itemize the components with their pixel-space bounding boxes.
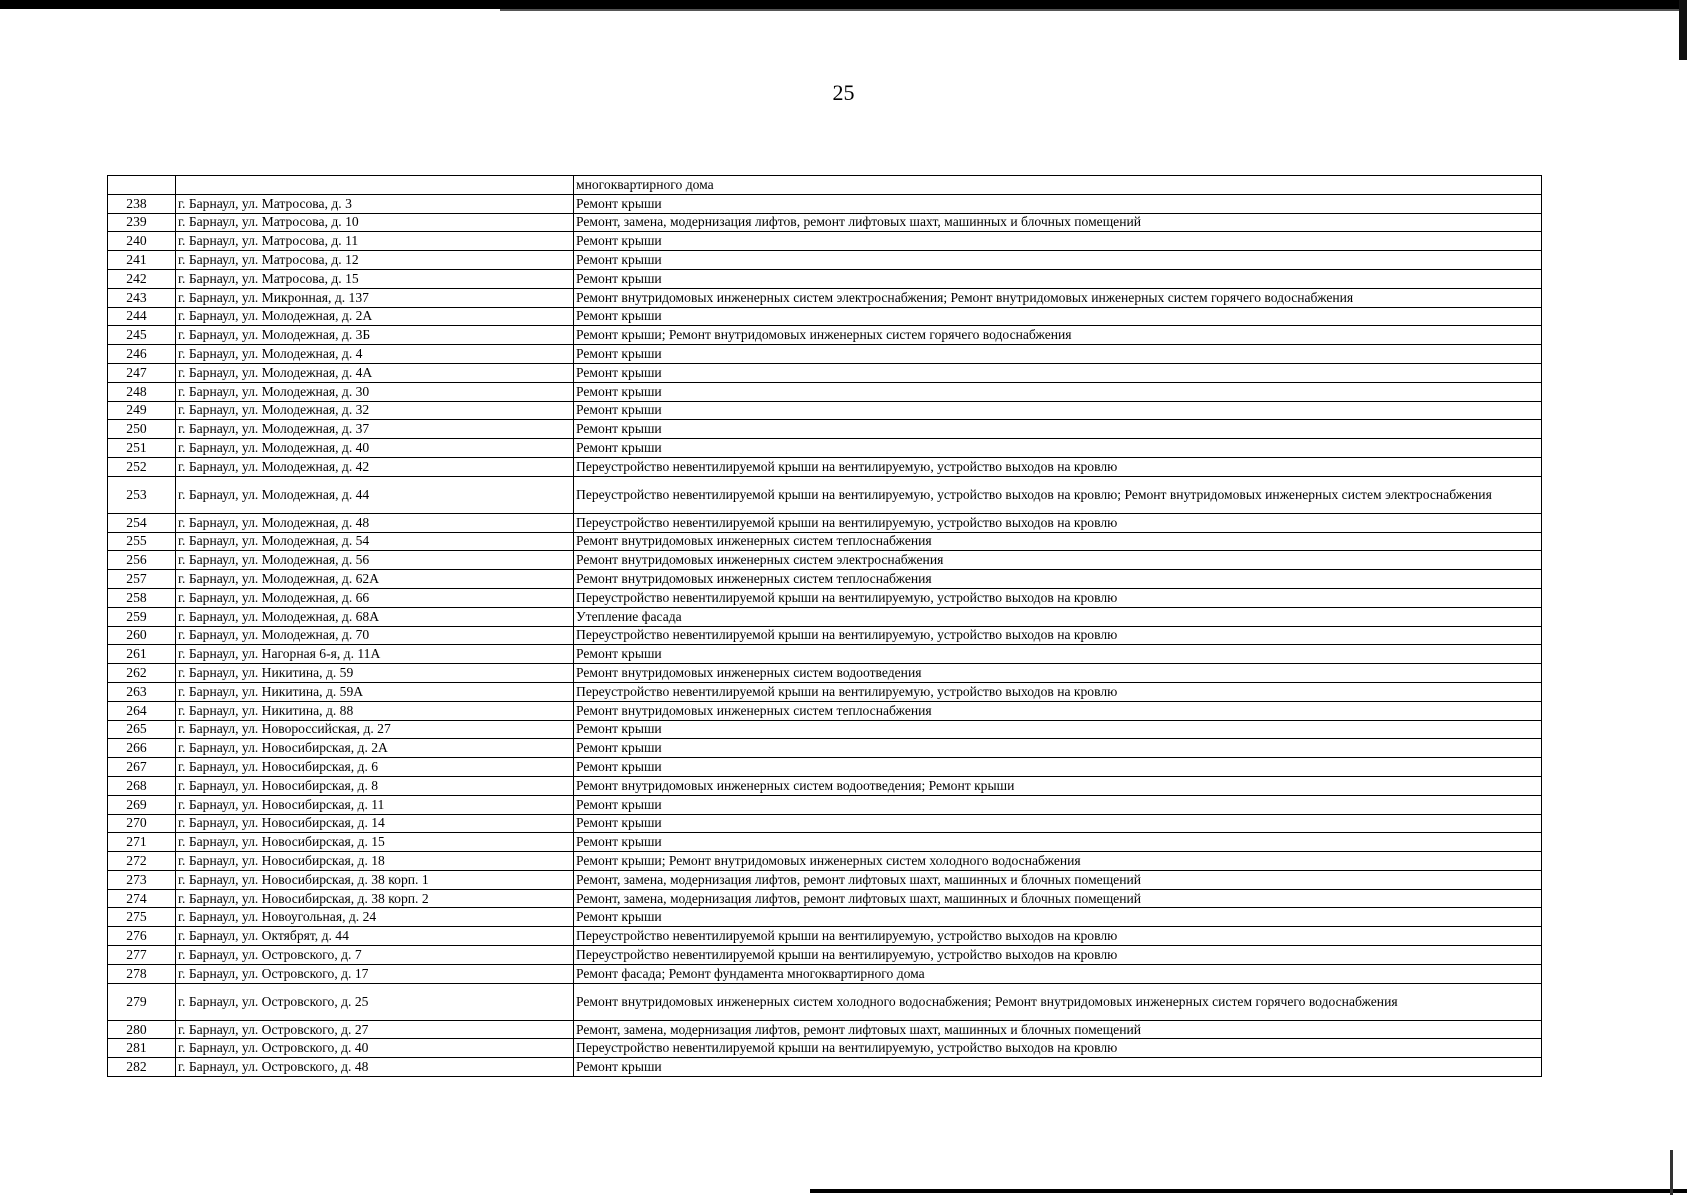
row-number-cell: 279 xyxy=(108,983,176,1020)
table-row-continuation xyxy=(108,176,1542,195)
address-cell: г. Барнаул, ул. Матросова, д. 3 xyxy=(176,194,574,213)
row-number-cell: 272 xyxy=(108,852,176,871)
row-number-cell: 274 xyxy=(108,889,176,908)
row-number-cell: 245 xyxy=(108,326,176,345)
row-number-cell: 268 xyxy=(108,776,176,795)
work-type-cell: Ремонт крыши xyxy=(574,739,1542,758)
table-row xyxy=(108,363,1542,382)
address-cell: г. Барнаул, ул. Молодежная, д. 62А xyxy=(176,570,574,589)
address-cell: г. Барнаул, ул. Молодежная, д. 66 xyxy=(176,588,574,607)
row-number-cell: 239 xyxy=(108,213,176,232)
row-number-cell: 281 xyxy=(108,1039,176,1058)
address-cell: г. Барнаул, ул. Матросова, д. 12 xyxy=(176,251,574,270)
work-type-cell: Ремонт внутридомовых инженерных систем водоотведения; Ремонт крыши xyxy=(574,776,1542,795)
row-number-cell: 241 xyxy=(108,251,176,270)
work-type-cell: Переустройство невентилируемой крыши на вентилируемую, устройство выходов на кровлю xyxy=(574,682,1542,701)
row-number-cell: 254 xyxy=(108,513,176,532)
row-number-cell: 261 xyxy=(108,645,176,664)
row-number-cell: 270 xyxy=(108,814,176,833)
row-number-cell: 278 xyxy=(108,964,176,983)
address-cell: г. Барнаул, ул. Островского, д. 17 xyxy=(176,964,574,983)
work-type-cell: Переустройство невентилируемой крыши на вентилируемую, устройство выходов на кровлю xyxy=(574,457,1542,476)
table-row xyxy=(108,288,1542,307)
row-number-cell: 273 xyxy=(108,870,176,889)
work-type-cell: Ремонт крыши xyxy=(574,194,1542,213)
work-type-cell: Ремонт крыши xyxy=(574,795,1542,814)
address-cell: г. Барнаул, ул. Октябрят, д. 44 xyxy=(176,927,574,946)
address-cell: г. Барнаул, ул. Молодежная, д. 56 xyxy=(176,551,574,570)
address-cell: г. Барнаул, ул. Никитина, д. 88 xyxy=(176,701,574,720)
row-number-cell: 244 xyxy=(108,307,176,326)
address-cell: г. Барнаул, ул. Матросова, д. 10 xyxy=(176,213,574,232)
address-cell: г. Барнаул, ул. Молодежная, д. 48 xyxy=(176,513,574,532)
address-cell: г. Барнаул, ул. Островского, д. 48 xyxy=(176,1058,574,1077)
work-type-cell: Переустройство невентилируемой крыши на вентилируемую, устройство выходов на кровлю xyxy=(574,946,1542,965)
address-cell: г. Барнаул, ул. Новосибирская, д. 18 xyxy=(176,852,574,871)
row-number-cell: 251 xyxy=(108,439,176,458)
address-cell: г. Барнаул, ул. Молодежная, д. 68А xyxy=(176,607,574,626)
work-type-cell: Ремонт внутридомовых инженерных систем теплоснабжения xyxy=(574,701,1542,720)
scan-border-top xyxy=(0,0,1687,9)
table-row xyxy=(108,1058,1542,1077)
table-row xyxy=(108,776,1542,795)
table-row xyxy=(108,626,1542,645)
table-row xyxy=(108,476,1542,513)
work-type-cell: Ремонт крыши xyxy=(574,758,1542,777)
address-cell: г. Барнаул, ул. Молодежная, д. 40 xyxy=(176,439,574,458)
work-type-cell: Ремонт крыши xyxy=(574,232,1542,251)
scan-border-top-shadow xyxy=(500,9,1687,11)
work-type-cell: Ремонт крыши; Ремонт внутридомовых инженерных систем горячего водоснабжения xyxy=(574,326,1542,345)
work-type-cell: Ремонт, замена, модернизация лифтов, ремонт лифтовых шахт, машинных и блочных помещений xyxy=(574,213,1542,232)
address-cell: г. Барнаул, ул. Новосибирская, д. 14 xyxy=(176,814,574,833)
table-row xyxy=(108,682,1542,701)
work-type-cell: Переустройство невентилируемой крыши на вентилируемую, устройство выходов на кровлю xyxy=(574,927,1542,946)
table-row xyxy=(108,420,1542,439)
work-type-cell: Ремонт крыши xyxy=(574,833,1542,852)
row-number-cell: 238 xyxy=(108,194,176,213)
address-cell xyxy=(176,176,574,195)
work-type-cell: Ремонт, замена, модернизация лифтов, ремонт лифтовых шахт, машинных и блочных помещений xyxy=(574,870,1542,889)
work-type-cell: Ремонт внутридомовых инженерных систем теплоснабжения xyxy=(574,570,1542,589)
work-type-cell: Ремонт крыши xyxy=(574,908,1542,927)
works-table xyxy=(107,175,1542,1077)
table-row xyxy=(108,889,1542,908)
work-type-cell: Ремонт внутридомовых инженерных систем электроснабжения; Ремонт внутридомовых инженерных систем горячего водоснабжения xyxy=(574,288,1542,307)
work-type-cell: Ремонт крыши xyxy=(574,401,1542,420)
page-number: 25 xyxy=(832,80,855,105)
row-number-cell: 276 xyxy=(108,927,176,946)
work-type-cell: Ремонт внутридомовых инженерных систем электроснабжения xyxy=(574,551,1542,570)
work-type-cell: Ремонт крыши xyxy=(574,1058,1542,1077)
address-cell: г. Барнаул, ул. Молодежная, д. 70 xyxy=(176,626,574,645)
work-type-cell: Ремонт внутридомовых инженерных систем теплоснабжения xyxy=(574,532,1542,551)
row-number-cell: 240 xyxy=(108,232,176,251)
address-cell: г. Барнаул, ул. Молодежная, д. 32 xyxy=(176,401,574,420)
row-number-cell: 246 xyxy=(108,345,176,364)
row-number-cell: 269 xyxy=(108,795,176,814)
row-number-cell: 253 xyxy=(108,476,176,513)
work-type-cell: Ремонт крыши xyxy=(574,382,1542,401)
table-row xyxy=(108,532,1542,551)
address-cell: г. Барнаул, ул. Матросова, д. 11 xyxy=(176,232,574,251)
address-cell: г. Барнаул, ул. Молодежная, д. 44 xyxy=(176,476,574,513)
table-row xyxy=(108,213,1542,232)
address-cell: г. Барнаул, ул. Новосибирская, д. 8 xyxy=(176,776,574,795)
row-number-cell xyxy=(108,176,176,195)
address-cell: г. Барнаул, ул. Молодежная, д. 4А xyxy=(176,363,574,382)
row-number-cell: 282 xyxy=(108,1058,176,1077)
table-row xyxy=(108,664,1542,683)
row-number-cell: 256 xyxy=(108,551,176,570)
row-number-cell: 264 xyxy=(108,701,176,720)
table-row xyxy=(108,382,1542,401)
table-row xyxy=(108,439,1542,458)
address-cell: г. Барнаул, ул. Островского, д. 40 xyxy=(176,1039,574,1058)
address-cell: г. Барнаул, ул. Молодежная, д. 2А xyxy=(176,307,574,326)
table-row xyxy=(108,645,1542,664)
table-row xyxy=(108,1039,1542,1058)
table-row xyxy=(108,307,1542,326)
work-type-cell: Ремонт внутридомовых инженерных систем холодного водоснабжения; Ремонт внутридомовых инженерных систем горячего водоснабжения xyxy=(574,983,1542,1020)
row-number-cell: 243 xyxy=(108,288,176,307)
table-row xyxy=(108,232,1542,251)
table-row xyxy=(108,607,1542,626)
row-number-cell: 275 xyxy=(108,908,176,927)
address-cell: г. Барнаул, ул. Микронная, д. 137 xyxy=(176,288,574,307)
table-row xyxy=(108,401,1542,420)
work-type-cell: Ремонт, замена, модернизация лифтов, ремонт лифтовых шахт, машинных и блочных помещений xyxy=(574,889,1542,908)
work-type-cell: Ремонт крыши; Ремонт внутридомовых инженерных систем холодного водоснабжения xyxy=(574,852,1542,871)
table-row xyxy=(108,720,1542,739)
work-type-cell: Ремонт крыши xyxy=(574,420,1542,439)
row-number-cell: 255 xyxy=(108,532,176,551)
address-cell: г. Барнаул, ул. Новоугольная, д. 24 xyxy=(176,908,574,927)
work-type-cell: Ремонт фасада; Ремонт фундамента многоквартирного дома xyxy=(574,964,1542,983)
row-number-cell: 250 xyxy=(108,420,176,439)
work-type-cell: Переустройство невентилируемой крыши на вентилируемую, устройство выходов на кровлю xyxy=(574,588,1542,607)
table-row xyxy=(108,701,1542,720)
address-cell: г. Барнаул, ул. Новосибирская, д. 11 xyxy=(176,795,574,814)
work-type-cell: Ремонт внутридомовых инженерных систем водоотведения xyxy=(574,664,1542,683)
table-row xyxy=(108,269,1542,288)
table-row xyxy=(108,194,1542,213)
work-type-cell: Ремонт, замена, модернизация лифтов, ремонт лифтовых шахт, машинных и блочных помещений xyxy=(574,1020,1542,1039)
scan-border-right xyxy=(1679,0,1687,60)
work-type-cell: многоквартирного дома xyxy=(574,176,1542,195)
table-row xyxy=(108,513,1542,532)
row-number-cell: 260 xyxy=(108,626,176,645)
address-cell: г. Барнаул, ул. Новосибирская, д. 15 xyxy=(176,833,574,852)
work-type-cell: Ремонт крыши xyxy=(574,363,1542,382)
address-cell: г. Барнаул, ул. Нагорная 6-я, д. 11А xyxy=(176,645,574,664)
address-cell: г. Барнаул, ул. Новосибирская, д. 6 xyxy=(176,758,574,777)
row-number-cell: 271 xyxy=(108,833,176,852)
address-cell: г. Барнаул, ул. Новосибирская, д. 38 корп. 2 xyxy=(176,889,574,908)
row-number-cell: 266 xyxy=(108,739,176,758)
address-cell: г. Барнаул, ул. Молодежная, д. 4 xyxy=(176,345,574,364)
table-row xyxy=(108,551,1542,570)
work-type-cell: Ремонт крыши xyxy=(574,345,1542,364)
work-type-cell: Ремонт крыши xyxy=(574,307,1542,326)
address-cell: г. Барнаул, ул. Молодежная, д. 37 xyxy=(176,420,574,439)
table-row xyxy=(108,795,1542,814)
work-type-cell: Ремонт крыши xyxy=(574,720,1542,739)
row-number-cell: 259 xyxy=(108,607,176,626)
address-cell: г. Барнаул, ул. Молодежная, д. 3Б xyxy=(176,326,574,345)
address-cell: г. Барнаул, ул. Новосибирская, д. 38 корп. 1 xyxy=(176,870,574,889)
table-row xyxy=(108,739,1542,758)
row-number-cell: 252 xyxy=(108,457,176,476)
row-number-cell: 258 xyxy=(108,588,176,607)
table-row xyxy=(108,946,1542,965)
work-type-cell: Переустройство невентилируемой крыши на вентилируемую, устройство выходов на кровлю xyxy=(574,626,1542,645)
work-type-cell: Переустройство невентилируемой крыши на вентилируемую, устройство выходов на кровлю xyxy=(574,1039,1542,1058)
table-row xyxy=(108,814,1542,833)
table-row xyxy=(108,927,1542,946)
scan-border-bottom-corner xyxy=(1670,1150,1673,1195)
table-row xyxy=(108,983,1542,1020)
row-number-cell: 277 xyxy=(108,946,176,965)
row-number-cell: 247 xyxy=(108,363,176,382)
table-row xyxy=(108,870,1542,889)
work-type-cell: Переустройство невентилируемой крыши на вентилируемую, устройство выходов на кровлю xyxy=(574,513,1542,532)
address-cell: г. Барнаул, ул. Молодежная, д. 54 xyxy=(176,532,574,551)
table-row xyxy=(108,345,1542,364)
address-cell: г. Барнаул, ул. Молодежная, д. 30 xyxy=(176,382,574,401)
table-row xyxy=(108,964,1542,983)
work-type-cell: Ремонт крыши xyxy=(574,439,1542,458)
table-row xyxy=(108,833,1542,852)
address-cell: г. Барнаул, ул. Новороссийская, д. 27 xyxy=(176,720,574,739)
row-number-cell: 262 xyxy=(108,664,176,683)
row-number-cell: 248 xyxy=(108,382,176,401)
table-row xyxy=(108,1020,1542,1039)
work-type-cell: Ремонт крыши xyxy=(574,645,1542,664)
row-number-cell: 265 xyxy=(108,720,176,739)
table-row xyxy=(108,758,1542,777)
address-cell: г. Барнаул, ул. Островского, д. 25 xyxy=(176,983,574,1020)
table-row xyxy=(108,457,1542,476)
work-type-cell: Ремонт крыши xyxy=(574,814,1542,833)
row-number-cell: 263 xyxy=(108,682,176,701)
row-number-cell: 267 xyxy=(108,758,176,777)
row-number-cell: 242 xyxy=(108,269,176,288)
table-row xyxy=(108,570,1542,589)
works-table-body xyxy=(108,176,1542,1077)
scan-border-bottom xyxy=(810,1189,1687,1193)
address-cell: г. Барнаул, ул. Островского, д. 27 xyxy=(176,1020,574,1039)
address-cell: г. Барнаул, ул. Молодежная, д. 42 xyxy=(176,457,574,476)
table-row xyxy=(108,908,1542,927)
work-type-cell: Утепление фасада xyxy=(574,607,1542,626)
table-row xyxy=(108,326,1542,345)
row-number-cell: 257 xyxy=(108,570,176,589)
work-type-cell: Переустройство невентилируемой крыши на вентилируемую, устройство выходов на кровлю; Ремонт внутридомовых инженерных систем электроснабжения xyxy=(574,476,1542,513)
address-cell: г. Барнаул, ул. Никитина, д. 59 xyxy=(176,664,574,683)
work-type-cell: Ремонт крыши xyxy=(574,251,1542,270)
table-row xyxy=(108,588,1542,607)
table-row xyxy=(108,852,1542,871)
row-number-cell: 249 xyxy=(108,401,176,420)
address-cell: г. Барнаул, ул. Матросова, д. 15 xyxy=(176,269,574,288)
address-cell: г. Барнаул, ул. Никитина, д. 59А xyxy=(176,682,574,701)
table-row xyxy=(108,251,1542,270)
row-number-cell: 280 xyxy=(108,1020,176,1039)
address-cell: г. Барнаул, ул. Островского, д. 7 xyxy=(176,946,574,965)
address-cell: г. Барнаул, ул. Новосибирская, д. 2А xyxy=(176,739,574,758)
work-type-cell: Ремонт крыши xyxy=(574,269,1542,288)
